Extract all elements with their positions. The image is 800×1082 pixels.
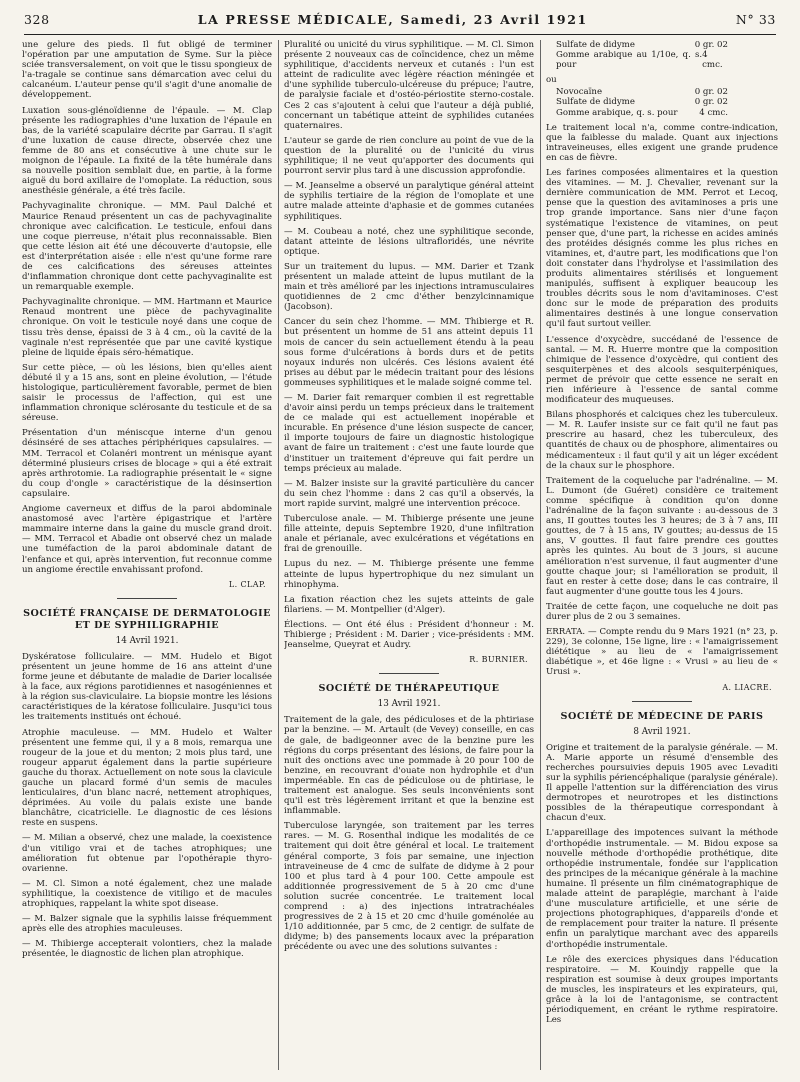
article-paragraph: Présentation d'un méniscque interne d'un genou désinséré de ses attaches périphériques capsulaires. — MM. Terracol et Colanéri montrent un ménisque ayant déterminé plusieurs crises de blocage » qui a été extrait après arthrotomie. La radiographie présentait le « signe du coup d'ongle » caractéristique de la désinsertion capsulaire. [22, 428, 272, 499]
article-paragraph: — M. Thibierge accepterait volontiers, chez la malade présentée, le diagnostic de lichen plan atrophique. [22, 939, 272, 960]
article-paragraph: Traitement de la coqueluche par l'adrénaline. — M. L. Dumont (de Guéret) considère ce traitement comme spécifique à condition qu'on donne l'adrénaline de la façon suivante : au-dessous de 3 ans, II gouttes toutes les 3 heures; de 3 à 7 ans, III gouttes, de 7 à 15 ans, IV gouttes; au-dessus de 15 ans, V gouttes. Il faut faire prendre ces gouttes après les quintes. Au bout de 3 jours, si aucune amélioration n'est survenue, il faut augmenter d'une goutte chaque jour; si l'amélioration se produit, il faut en rester à cette dose; dans le cas contraire, il faut augmenter d'une goutte tous les 4 jours. [546, 475, 778, 597]
article-paragraph: Le traitement local n'a, comme contre-indication, que la faiblesse du malade. Quant aux injections intraveineuses, elles exigent une grande prudence en cas de fièvre. [546, 122, 778, 163]
prescription-line [556, 50, 728, 70]
errata-paragraph: ERRATA. — Compte rendu du 9 Mars 1921 (n° 23, p. 229), 3e colonne, 15e ligne, lire : « l'amaigrissement diététique » au lieu de « l'amaigrissement diabétique », et 46e ligne : « Vrusi » au lieu de « Urusi ». [546, 627, 778, 678]
ingredient-name: Novocaïne [556, 87, 603, 98]
article-paragraph: — M. Balzer insiste sur la gravité particulière du cancer du sein chez l'homme : dans 2 cas qu'il a observés, la mort rapide survint, malgré une intervention précoce. [284, 478, 534, 509]
article-paragraph: Pachyvaginalite chronique. — MM. Paul Dalché et Maurice Renaud présentent un cas de pachyvaginalite chronique avec calcification. Le testicule, enfoui dans une coque pierreuse, n'était plus reconnaissable. Bien que cette lésion ait été une découverte d'autopsie, elle est d'interprétation aisée : elle n'est qu'une forme rare de ces calcifications des séreuses atteintes d'inflammation chronique dont cette pachyvaginalite est un remarquable exemple. [22, 201, 272, 293]
page-header [24, 12, 776, 35]
section-date: 8 Avril 1921. [633, 726, 691, 737]
ingredient-dose: 0 gr. 02 [694, 40, 728, 50]
article-paragraph: L'auteur se garde de rien conclure au point de vue de la question de la pluralité ou de l'unicité du virus syphilitique; il ne veut qu'apporter des documents qui pourront servir plus tard à une discussion approfondie. [284, 135, 534, 177]
article-paragraph: Traitement de la gale, des pédiculoses et de la phtiriase par la benzine. — M. Artault (de Vevey) conseille, en cas de gale, de badigeonner avec de la benzine pure les régions du corps présentant des lésions, de faire pour la nuit des onctions avec une pommade à 20 pour 100 de benzine, en recouvrant d'ouate non hydrophile et d'un imperméable. En cas de pédiculose ou de phtiriase, le traitement est analogue. Ses seuls inconvénients sont qu'il est très légèrement irritant et que la benzine est inflammable. [284, 715, 534, 817]
section-date: 14 Avril 1921. [115, 635, 179, 646]
prescription-formula [556, 40, 778, 70]
column-rule [278, 40, 279, 1070]
prescription-line [556, 108, 728, 118]
column-3 [546, 40, 778, 1070]
article-paragraph: Élections. — Ont été élus : Président d'honneur : M. Thibierge ; Président : M. Darier ; vice-présidents : MM. Jeanselme, Queyrat et Audry. [284, 619, 534, 651]
article-paragraph: L'essence d'oxycèdre, succédané de l'essence de santal. — M. R. Huerre montre que la composition chimique de l'essence d'oxycèdre, qui contient des sesquiterpènes et des alcools sesquiterpéniques, permet de prévoir que cette essence ne serait en rien inférieure à l'essence de santal comme modificateur des muqueuses. [546, 334, 778, 406]
section-title: SOCIÉTÉ DE THÉRAPEUTIQUE [318, 683, 500, 695]
article-paragraph: — M. Cl. Simon a noté également, chez une malade syphilitique, la coexistence de vitiligo et de macules atrophiques, rappelant la white spot disease. [22, 878, 272, 910]
column-rule [540, 40, 541, 1070]
journal-title: LA PRESSE MÉDICALE, Samedi, 23 Avril 1921 [197, 12, 588, 27]
article-paragraph: Pachyvaginalite chronique. — MM. Hartmann et Maurice Renaud montrent une pièce de pachyvaginalite chronique. On voit le testicule noyé dans une coque de tissu très dense, épaissi de 3 à 4 cm., où la cavité de la vaginale n'est représentée que par une cavité kystique pleine de liquide épais séro-hématique. [22, 297, 272, 358]
article-paragraph: Le rôle des exercices physiques dans l'éducation respiratoire. — M. Kouindjy rappelle que la respiration est soumise à deux groupes importants de muscles, les inspirateurs et les expirateurs, qui, grâce à la loi de l'antagonisme, se contractent périodiquement, en créant le rythme respiratoire. Les [546, 954, 778, 1026]
section-divider [379, 673, 439, 674]
article-paragraph: Tuberculose anale. — M. Thibierge présente une jeune fille atteinte, depuis Septembre 1920, d'une infiltration anale et périanale, avec exulcérations et végétations en frai de grenouille. [284, 514, 534, 555]
article-paragraph: — M. Darier fait remarquer combien il est regrettable d'avoir ainsi perdu un temps précieux dans le traitement de ce malade qui est actuellement inopérable et incurable. En présence d'une lésion suspecte de cancer, il importe toujours de faire un diagnostic histologique avant de faire un traitement : c'est une faute lourde que d'instituer un traitement d'épreuve qui fait perdre un temps précieux au malade. [284, 393, 534, 474]
article-paragraph: Atrophie maculeuse. — MM. Hudelo et Walter présentent une femme qui, il y a 8 mois, remarqua une rougeur de la joue et du menton; 2 mois plus tard, une rougeur apparut également dans la partie supérieure gauche du thorax. Actuellement on note sous la clavicule gauche un placard formé d'un semis de macules lenticulaires, d'un blanc nacré, nettement atrophiques, déprimées. Au voile du palais existe une bande blanchâtre, cicatricielle. Le diagnostic de ces lésions reste en suspens. [22, 727, 272, 829]
ingredient-dose: 0 gr. 02 [694, 97, 728, 108]
article-paragraph: Lupus du nez. — M. Thibierge présente une femme atteinte de lupus hypertrophique du nez simulant un rhinophyma. [284, 559, 534, 590]
page-number: 328 [24, 12, 50, 27]
article-paragraph: Traitée de cette façon, une coqueluche ne doit pas durer plus de 2 ou 3 semaines. [546, 601, 778, 622]
section-title: SOCIÉTÉ FRANÇAISE DE DERMATOLOGIE ET DE SYPHILIGRAPHIE [23, 607, 271, 631]
article-paragraph: — M. Coubeau a noté, chez une syphilitique seconde, datant atteinte de lésions ultrafloridés, une névrite optique. [284, 226, 534, 257]
article-paragraph: Angiome caverneux et diffus de la paroi abdominale anastomosé avec l'artère épigastrique et l'artère mammaire interne dans la gaine du muscle grand droit. — MM. Terracol et Abadie ont observé chez un malade une tuméfaction de la paroi abdominale datant de l'enfance et qui, après intervention, fut reconnue comme un angiome érectile envahissant profond. [22, 504, 272, 575]
column-2 [284, 40, 534, 1070]
ingredient-dose: 4 cmc. [702, 50, 723, 71]
prescription-line [556, 97, 728, 107]
prescription-line [556, 40, 728, 50]
article-paragraph: Les farines composées alimentaires et la question des vitamines. — M. J. Chevalier, revenant sur la dernière communication de MM. Perrot et Lecoq, pense que la question des avitaminoses a pris une trop grande importance. Sans nier d'une façon systématique l'existence de vitamines, on peut penser que, d'une part, la richesse en acides aminés des protéides désignés comme les plus riches en vitamines, et, d'autre part, les modifications que l'on doit constater dans l'hydrolyse et l'assimilation des produits alimentaires stérilisés et longuement manipulés, suffisent à expliquer beaucoup les troubles décrits sous le nom d'avitaminoses. C'est donc sur le mode de préparation des produits alimentaires destinés à une longue conservation qu'il faut surtout veiller. [546, 168, 778, 330]
prescription-or: ou [546, 75, 557, 86]
ingredient-dose: 4 cmc. [699, 107, 728, 118]
prescription-line [556, 87, 728, 97]
signature: L. CLAP. [228, 579, 266, 589]
signature: R. BURNIER. [469, 655, 528, 665]
column-1 [22, 40, 272, 1070]
article-paragraph: L'appareillage des impotences suivant la méthode d'orthopédie instrumentale. — M. Bidou expose sa nouvelle méthode d'orthopédie prothétique, dite orthopédie instrumentale, fondée sur l'application des principes de la mécanique générale à la machine humaine. Il présente un film cinématographique de malade atteint de paraplégie, marchant à l'aide d'une musculature artificielle, et une série de projections photographiques, d'appareils d'onde et de remplacement pour traiter la nature. Il présente enfin un paralytique marchant avec des appareils d'orthopédie instrumentale. [546, 828, 778, 950]
signature: A. LIACRE. [722, 682, 772, 692]
article-paragraph: Bilans phosphorés et calciques chez les tuberculeux. — M. R. Laufer insiste sur ce fait qu'il ne faut pas prescrire au hasard, chez les tuberculeux, des quantités de chaux ou de phosphore, alimentaires ou médicamenteux : il faut qu'il y ait un léger excédent de la chaux sur le phosphore. [546, 410, 778, 471]
article-paragraph: Origine et traitement de la paralysie générale. — M. A. Marie apporte un résumé d'ensemble des recherches poursuivies depuis 1905 avec Levaditi sur la syphilis périencéphalique (paralysie générale). Il appelle l'attention sur la différenciation des virus dermotropes et neurotropes et les distinctions possibles de la thérapeutique correspondant à chacun d'eux. [546, 742, 778, 824]
article-paragraph: Cancer du sein chez l'homme. — MM. Thibierge et R. but présentent un homme de 51 ans atteint depuis 11 mois de cancer du sein actuellement étendu à la peau sous forme d'ulcérations à bords durs et de petits noyaux indurés non ulcérés. Ces lésions avaient été prises au début par le médecin traitant pour des lésions gommeuses syphilitiques et le malade soigné comme tel. [284, 317, 534, 388]
article-paragraph: une gelure des pieds. Il fut obligé de terminer l'opération par une amputation de Syme. Sur la pièce sciée transversalement, on voit que le tissu spongieux de l'a-tragale se continue sans démarcation avec celui du calcanéum. L'auteur pense qu'il s'agit d'une anomalie de développement. [22, 40, 272, 101]
issue-number: N° 33 [735, 12, 776, 27]
section-title: SOCIÉTÉ DE MÉDECINE DE PARIS [560, 710, 764, 722]
ingredient-name: Sulfate de didyme [556, 40, 635, 50]
section-divider [632, 701, 692, 702]
article-paragraph: Pluralité ou unicité du virus syphilitique. — M. Cl. Simon présente 2 nouveaux cas de coïncidence, chez un même syphilitique, d'accidents nerveux et cutanés : l'un est atteint de radiculite avec légère réaction méningée et d'une syphilide tuberculo-ulcéreuse du prépuce; l'autre, de paralysie faciale et d'ostéo-périostite sterno-costale. Ces 2 cas s'ajoutent à celui que l'auteur a déjà publié, concernant un tabétique atteint de syphilides cutanées quaternaires. [284, 40, 534, 131]
ingredient-name: Gomme arabique, q. s. pour [556, 107, 678, 118]
article-paragraph: La fixation réaction chez les sujets atteints de gale filariens. — M. Montpellier (d'Alger). [284, 594, 534, 615]
article-paragraph: Luxation sous-glénoïdienne de l'épaule. — M. Clap présente les radiographies d'une luxation de l'épaule en bas, de la variété scapulaire décrite par Garrau. Il s'agit d'une luxation de cause directe, observée chez une femme de 80 ans et consécutive à une chute sur le moignon de l'épaule. La fixité de la tête humérale dans sa nouvelle position semblait due, en partie, à la forme aiguë du bord axillaire de l'omoplate. La réduction, sous anesthésie générale, a été très facile. [22, 105, 272, 197]
article-paragraph: Dyskératose folliculaire. — MM. Hudelo et Bigot présentent un jeune homme de 16 ans atteint d'une forme jeune et débutante de maladie de Darier localisée à la face, aux régions parotidiennes et nasogéniennes et à la région sus-claviculaire. La biopsie montre les lésions caractéristiques de la kératose folliculaire. Jusqu'ici tous les traitements institués ont échoué. [22, 651, 272, 723]
section-date: 13 Avril 1921. [377, 699, 441, 710]
article-paragraph: Sur cette pièce, — où les lésions, bien qu'elles aient débuté il y a 15 ans, sont en pleine évolution, — l'étude histologique, particulièrement favorable, permet de bien saisir le processus de l'affection, qui est une inflammation chronique sclérosante du testicule et de sa séreuse. [22, 362, 272, 424]
ingredient-name: Sulfate de didyme [556, 97, 635, 108]
ingredient-name: Gomme arabique au 1/10e, q. s. pour [556, 50, 703, 71]
article-paragraph: Sur un traitement du lupus. — MM. Darier et Tzank présentent un malade atteint de lupus mutilant de la main et très amélioré par les injections intramusculaires quotidiennes de 2 cmc d'éther benzylcinnamique (Jacobson). [284, 261, 534, 313]
prescription-formula [556, 87, 778, 117]
article-paragraph: Tuberculose laryngée, son traitement par les terres rares. — M. G. Rosenthal indique les modalités de ce traitement qui doit être général et local. Le traitement général comporte, 3 fois par semaine, une injection intraveineuse de 4 cmc de sulfate de didyme à 2 pour 100 et plus tard à 4 pour 100. Cette ampoule est additionnée progressivement de 5 à 20 cmc d'une solution sucrée concentrée. Le traitement local comprend : a) des injections intratrachéales progressives de 2 à 15 et 20 cmc d'huile goménolée au 1/10 additionnée, par 5 cmc, de 2 centigr. de sulfate de didyme; b) des pansements locaux avec la préparation précédente ou avec une des solutions suivantes : [284, 821, 534, 953]
article-paragraph: — M. Jeanselme a observé un paralytique général atteint de syphilis tertiaire de la région de l'omoplate et une autre malade atteinte d'aphasie et de gommes cutanées syphilitiques. [284, 181, 534, 222]
article-paragraph: — M. Balzer signale que la syphilis laisse fréquemment après elle des atrophies maculeuses. [22, 914, 272, 935]
article-paragraph: — M. Milian a observé, chez une malade, la coexistence d'un vitiligo vrai et de taches atrophiques; une amélioration fut obtenue par l'opothérapie thyro-ovarienne. [22, 833, 272, 874]
section-divider [117, 598, 177, 599]
ingredient-dose: 0 gr. 02 [694, 87, 728, 98]
